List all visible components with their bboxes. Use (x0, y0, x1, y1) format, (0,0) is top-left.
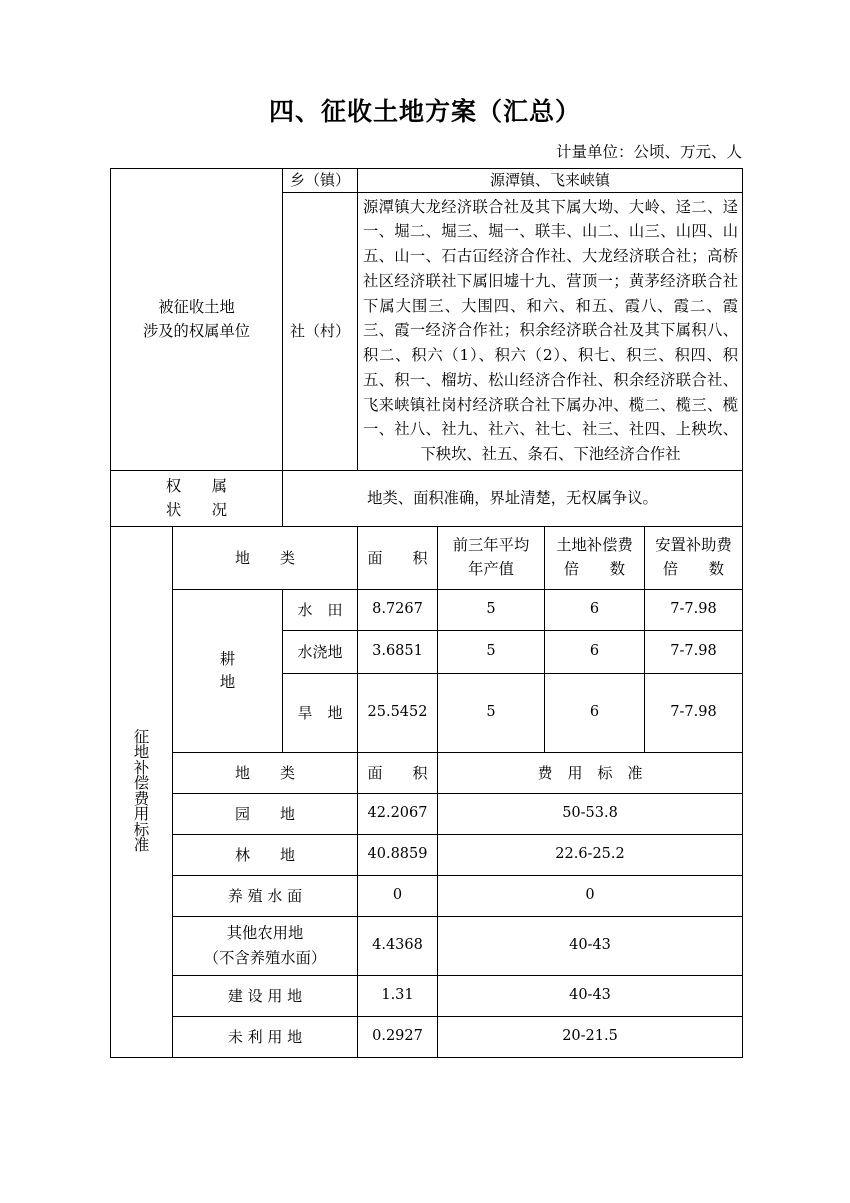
measurement-unit-note: 计量单位：公顷、万元、人 (555, 143, 742, 161)
table-row-garden-land (111, 793, 743, 834)
row-area: 8.7267 (358, 589, 438, 630)
ownership-status-value: 地类、面积准确，界址清楚，无权属争议。 (283, 470, 743, 526)
village-value-cell (358, 192, 743, 470)
row-resettlement-multiple: 7-7.98 (645, 630, 743, 673)
compensation-vertical-label (111, 526, 173, 1057)
row-land-comp-multiple: 6 (545, 630, 645, 673)
ownership-row-label (111, 169, 283, 471)
vlabel-char-7: 准 (133, 836, 150, 855)
row-land-type: 林 地 (173, 834, 358, 875)
header-resettlement-line1: 安置补助费 (655, 536, 732, 555)
village-label-cell: 社（村） (283, 192, 358, 470)
row-fee-standard: 40-43 (438, 975, 743, 1016)
row-area: 40.8859 (358, 834, 438, 875)
row-land-comp-multiple: 6 (545, 589, 645, 630)
row-land-type: 建 设 用 地 (173, 975, 358, 1016)
vlabel-char-3: 偿 (133, 774, 150, 793)
header-land-comp-line1: 土地补偿费 (556, 536, 633, 555)
village-list-paragraph: 源潭镇大龙经济联合社及其下属大坳、大岭、迳二、迳一、堀二、堀三、堀一、联丰、山二、山三、山四、山五、山一、石古冚经济合作社、大龙经济联合社；高桥社区经济联社下属旧墟十九、营顶一；黄茅经济联合社下属大围三、大围四、和六、和五、霞八、霞二、霞三、霞一经济合作社；积余经济联合社及其下属积八、积二、积六（1）、积六（2）、积七、积三、积四、积五、积一、榴坊、松山经济合作社、积余经济联合社、飞来峡镇社岗村经济联合社下属办冲、榄二、榄三、榄一、社八、社九、社六、社七、社三、社四、上秧坎、下秧坎、社五、条石、下池经济合作社 (363, 197, 739, 464)
row-area: 4.4368 (358, 916, 438, 975)
ownership-label-line2: 涉及的权属单位 (142, 322, 251, 341)
land-acquisition-table (110, 168, 743, 1058)
table-row-aquaculture-water (111, 875, 743, 916)
header-avg-yield (438, 526, 545, 589)
cultivated-land-group-label (173, 589, 283, 752)
row-land-comp-multiple: 6 (545, 673, 645, 752)
row-land-type: 旱 地 (283, 673, 358, 752)
vlabel-char-0: 征 (133, 727, 150, 746)
status-label-line2: 状 况 (165, 501, 228, 520)
row-land-type: 养 殖 水 面 (173, 875, 358, 916)
table-row-unused-land (111, 1016, 743, 1057)
table-row-forest-land (111, 834, 743, 875)
header-land-comp-line2: 倍 数 (563, 559, 626, 578)
row-land-type: 未 利 用 地 (173, 1016, 358, 1057)
township-label-cell: 乡（镇） (283, 169, 358, 193)
row-land-type-line1: 其他农用地 (226, 924, 304, 943)
vlabel-char-6: 标 (133, 820, 150, 839)
row-fee-standard: 20-21.5 (438, 1016, 743, 1057)
row-resettlement-multiple: 7-7.98 (645, 673, 743, 752)
table-row-ownership-status (111, 470, 743, 526)
table-row-township (111, 169, 743, 193)
table-row-paddy-field (111, 589, 743, 630)
header-avg-yield-line2: 年产值 (468, 559, 514, 578)
row-avg-yield: 5 (438, 673, 545, 752)
row-land-type: 水 田 (283, 589, 358, 630)
row-avg-yield: 5 (438, 630, 545, 673)
township-value-cell: 源潭镇、飞来峡镇 (358, 169, 743, 193)
cultivated-label-bottom: 地 (219, 672, 236, 691)
row-area: 0.2927 (358, 1016, 438, 1057)
row-area: 3.6851 (358, 630, 438, 673)
row-land-type-line2: （不含养殖水面） (203, 948, 327, 967)
row-area: 1.31 (358, 975, 438, 1016)
page-title: 四、征收土地方案（汇总） (268, 97, 581, 126)
row-land-type (173, 916, 358, 975)
row-fee-standard: 40-43 (438, 916, 743, 975)
row-land-type: 园 地 (173, 793, 358, 834)
header-land-compensation (545, 526, 645, 589)
vlabel-char-2: 补 (133, 758, 150, 777)
header-area-upper: 面 积 (358, 526, 438, 589)
header-area-lower: 面 积 (358, 752, 438, 793)
status-label-line1: 权 属 (165, 476, 228, 495)
vlabel-char-5: 用 (133, 805, 150, 824)
header-land-type-upper: 地 类 (173, 526, 358, 589)
row-fee-standard: 0 (438, 875, 743, 916)
row-avg-yield: 5 (438, 589, 545, 630)
table-row-compensation-header-upper (111, 526, 743, 589)
row-fee-standard: 50-53.8 (438, 793, 743, 834)
cultivated-label-top: 耕 (219, 649, 236, 668)
table-row-construction-land (111, 975, 743, 1016)
header-avg-yield-line1: 前三年平均 (452, 536, 530, 555)
header-land-type-lower: 地 类 (173, 752, 358, 793)
row-area: 42.2067 (358, 793, 438, 834)
ownership-status-label (111, 470, 283, 526)
row-area: 25.5452 (358, 673, 438, 752)
row-fee-standard: 22.6-25.2 (438, 834, 743, 875)
ownership-label-line1: 被征收土地 (158, 297, 235, 316)
row-land-type: 水浇地 (283, 630, 358, 673)
row-resettlement-multiple: 7-7.98 (645, 589, 743, 630)
vlabel-char-1: 地 (133, 743, 150, 762)
table-row-compensation-header-lower (111, 752, 743, 793)
row-area: 0 (358, 875, 438, 916)
vlabel-char-4: 费 (133, 789, 150, 808)
table-row-other-agricultural-land (111, 916, 743, 975)
header-resettlement (645, 526, 743, 589)
header-resettlement-line2: 倍 数 (662, 559, 725, 578)
header-fee-standard: 费 用 标 准 (438, 752, 743, 793)
